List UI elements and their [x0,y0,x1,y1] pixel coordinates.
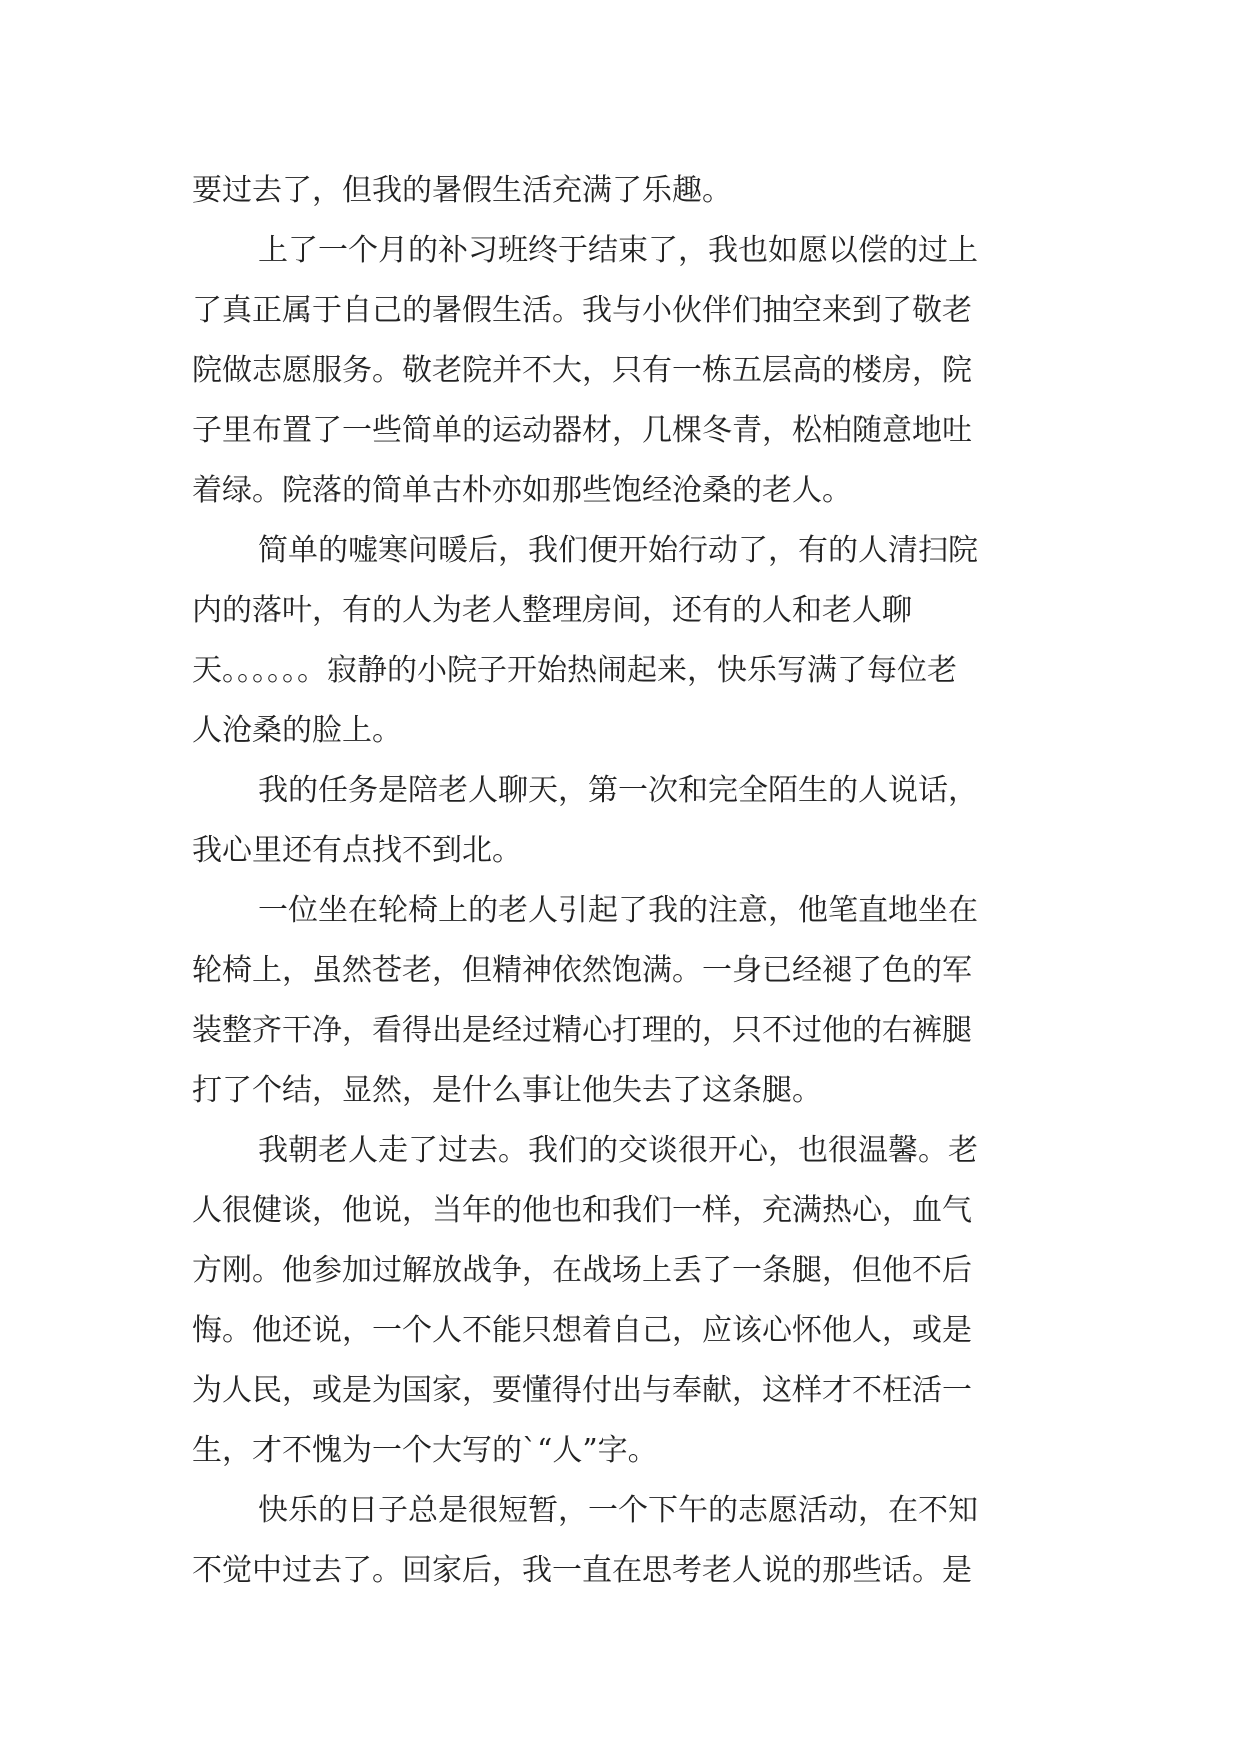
text-line: 人沧桑的脸上。 [192,713,402,748]
text-line: 不觉中过去了。回家后，我一直在思考老人说的那些话。是 [192,1553,972,1588]
text-line: 轮椅上，虽然苍老，但精神依然饱满。一身已经褪了色的军 [192,953,972,988]
text-line: 内的落叶，有的人为老人整理房间，还有的人和老人聊 [192,593,912,628]
text-line: 我的任务是陪老人聊天，第一次和完全陌生的人说话， [258,773,978,808]
text-line: 打了个结，显然，是什么事让他失去了这条腿。 [192,1073,822,1108]
text-line: 一位坐在轮椅上的老人引起了我的注意，他笔直地坐在 [258,893,978,928]
text-line: 上了一个月的补习班终于结束了，我也如愿以偿的过上 [258,233,978,268]
text-line: 装整齐干净，看得出是经过精心打理的，只不过他的右裤腿 [192,1013,972,1048]
text-line: 天。。。。。。寂静的小院子开始热闹起来，快乐写满了每位老 [192,653,957,688]
text-line: 简单的嘘寒问暖后，我们便开始行动了，有的人清扫院 [258,533,978,568]
text-line: 要过去了，但我的暑假生活充满了乐趣。 [192,173,732,208]
text-line: 了真正属于自己的暑假生活。我与小伙伴们抽空来到了敬老 [192,293,972,328]
text-line: 方刚。他参加过解放战争，在战场上丢了一条腿，但他不后 [192,1253,972,1288]
text-line: 悔。他还说，一个人不能只想着自己，应该心怀他人，或是 [192,1313,972,1348]
text-line: 生，才不愧为一个大写的`“人”字。 [192,1433,658,1468]
text-line: 院做志愿服务。敬老院并不大，只有一栋五层高的楼房，院 [192,353,972,388]
text-line: 子里布置了一些简单的运动器材，几棵冬青，松柏随意地吐 [192,413,972,448]
text-line: 为人民，或是为国家，要懂得付出与奉献，这样才不枉活一 [192,1373,972,1408]
essay-body [192,161,1072,1601]
text-line: 着绿。院落的简单古朴亦如那些饱经沧桑的老人。 [192,473,852,508]
text-line: 我朝老人走了过去。我们的交谈很开心，也很温馨。老 [258,1133,978,1168]
text-line: 我心里还有点找不到北。 [192,833,522,868]
text-line: 人很健谈，他说，当年的他也和我们一样，充满热心，血气 [192,1193,972,1228]
text-line: 快乐的日子总是很短暂，一个下午的志愿活动，在不知 [258,1493,978,1528]
